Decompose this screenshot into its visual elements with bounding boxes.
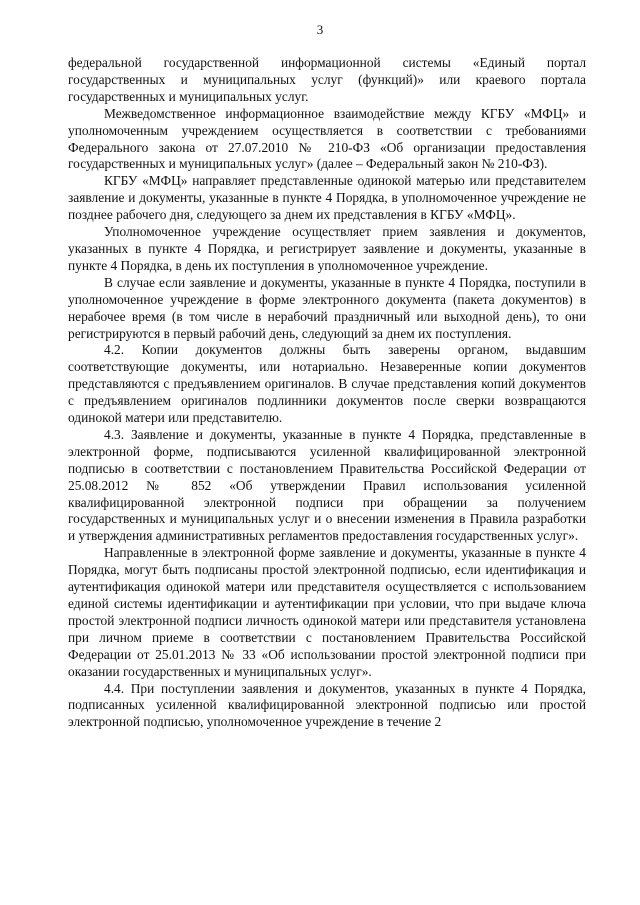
paragraph: 4.3. Заявление и документы, указанные в пункте 4 Порядка, представленные в электронной форме, подписываются усиленной квалифицированной электронной подписью в соответствии с постановлением Правительства Российской Федерации от 25.08.2012 № 852 «Об утверждении Правил использования усиленной квалифицированной электронной подписи при обращении за получением государственных и муниципальных услуг и о внесении изменения в Правила разработки и утверждения административных регламентов предоставления государственных услуг». xyxy=(68,426,586,544)
page-number: 3 xyxy=(316,22,324,37)
paragraph: 4.2. Копии документов должны быть заверены органом, выдавшим соответствующие документы, или нотариально. Незаверенные копии документов представляются с предъявлением оригиналов. В случае представления копий документов с предъявлением оригиналов подлинники документов после сверки возвращаются одинокой матери или представителю. xyxy=(68,342,586,426)
document-body xyxy=(68,55,586,731)
paragraph: Направленные в электронной форме заявление и документы, указанные в пункте 4 Порядка, могут быть подписаны простой электронной подписью, если идентификация и аутентификация одинокой матери или представителя осуществляется с использованием единой системы идентификации и аутентификации при условии, что при выдаче ключа простой электронной подписи личность одинокой матери или представителя установлена при личном приеме в соответствии с постановлением Правительства Российской Федерации от 25.01.2013 № 33 «Об использовании простой электронной подписи при оказании государственных и муниципальных услуг». xyxy=(68,545,586,679)
paragraph: Межведомственное информационное взаимодействие между КГБУ «МФЦ» и уполномоченным учреждением осуществляется в соответствии с требованиями Федерального закона от 27.07.2010 № 210-ФЗ «Об организации предоставления государственных и муниципальных услуг» (далее – Федеральный закон № 210-ФЗ). xyxy=(68,105,586,172)
paragraph: 4.4. При поступлении заявления и документов, указанных в пункте 4 Порядка, подписанных усиленной квалифицированной электронной подписью или простой электронной подписью, уполномоченное учреждение в течение 2 xyxy=(68,680,586,730)
paragraph: Уполномоченное учреждение осуществляет прием заявления и документов, указанных в пункте 4 Порядка, и регистрирует заявление и документы, указанные в пункте 4 Порядка, в день их поступления в уполномоченное учреждение. xyxy=(68,224,586,273)
paragraph: В случае если заявление и документы, указанные в пункте 4 Порядка, поступили в уполномоченное учреждение в форме электронного документа (пакета документов) в нерабочее время (в том числе в нерабочий праздничный или выходной день), то они регистрируются в первый рабочий день, следующий за днем их поступления. xyxy=(68,274,586,341)
paragraph: КГБУ «МФЦ» направляет представленные одинокой матерью или представителем заявление и документы, указанные в пункте 4 Порядка, в уполномоченное учреждение не позднее рабочего дня, следующего за днем их представления в КГБУ «МФЦ». xyxy=(68,173,586,223)
paragraph: федеральной государственной информационной системы «Единый портал государственных и муниципальных услуг (функций)» или краевого портала государственных и муниципальных услуг. xyxy=(68,55,586,104)
